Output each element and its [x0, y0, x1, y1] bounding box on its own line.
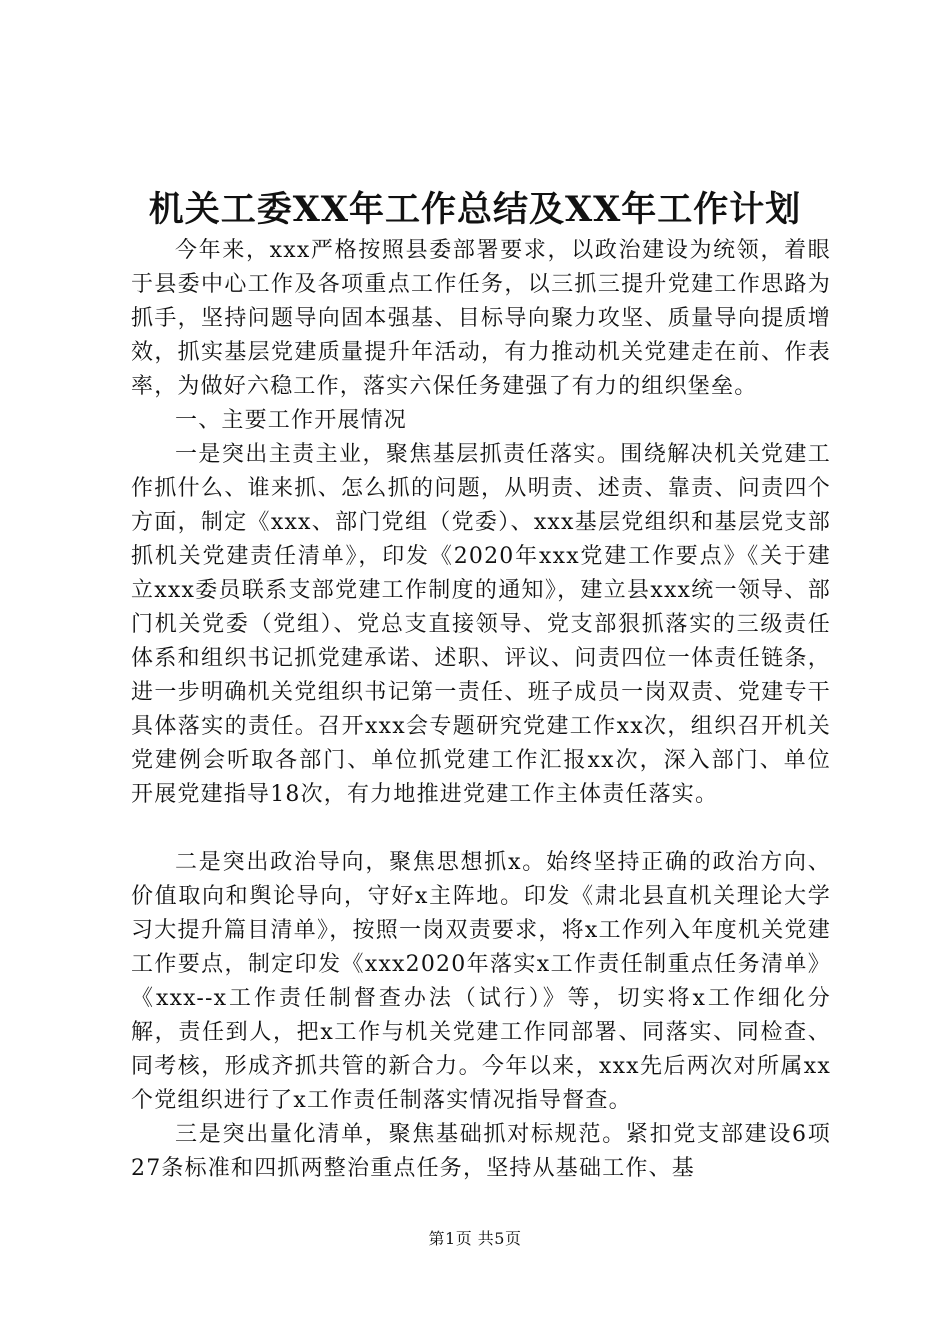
paragraph-responsibility: 一是突出主责主业，聚焦基层抓责任落实。围绕解决机关党建工作抓什么、谁来抓、怎么抓的问题，从明责、述责、靠责、问责四个方面，制定《xxx、部门党组（党委）、xxx基层党组织和基层党支部抓机关党建责任清单》，印发《2020年xxx党建工作要点》《关于建立xxx委员联系支部党建工作制度的通知》，建立县xxx统一领导、部门机关党委（党组）、党总支直接领导、党支部狠抓落实的三级责任体系和组织书记抓党建承诺、述职、评议、问责四位一体责任链条，进一步明确机关党组织书记第一责任、班子成员一岗双责、党建专干具体落实的责任。召开xxx会专题研究党建工作xx次，组织召开机关党建例会听取各部门、单位抓党建工作汇报xx次，深入部门、单位开展党建指导18次，有力地推进党建工作主体责任落实。: [131, 442, 831, 807]
paragraph-political: 二是突出政治导向，聚焦思想抓x。始终坚持正确的政治方向、价值取向和舆论导向，守好x主阵地。印发《肃北县直机关理论大学习大提升篇目清单》，按照一岗双责要求，将x工作列入年度机关党建工作要点，制定印发《xxx2020年落实x工作责任制重点任务清单》《xxx--x工作责任制督查办法（试行）》等，切实将x工作细化分解，责任到人，把x工作与机关党建工作同部署、同落实、同检查、同考核，形成齐抓共管的新合力。今年以来，xxx先后两次对所属xx个党组织进行了x工作责任制落实情况指导督查。: [131, 850, 831, 1113]
intro-paragraph: 今年来，xxx严格按照县委部署要求，以政治建设为统领，着眼于县委中心工作及各项重点工作任务，以三抓三提升党建工作思路为抓手，坚持问题导向固本强基、目标导向聚力攻坚、质量导向提质增效，抓实基层党建质量提升年活动，有力推动机关党建走在前、作表率，为做好六稳工作，落实六保任务建强了有力的组织堡垒。: [131, 238, 831, 399]
paragraph-quantified: 三是突出量化清单，聚焦基础抓对标规范。紧扣党支部建设6项27条标准和四抓两整治重点任务，坚持从基础工作、基: [131, 1122, 831, 1181]
page-number: 第1页 共5页: [428, 1229, 522, 1248]
paragraph-spacer: [131, 812, 831, 846]
document-body: [131, 234, 831, 1186]
document-title: 机关工委XX年工作总结及XX年工作计划: [148, 189, 802, 230]
section-heading: 一、主要工作开展情况: [175, 408, 408, 433]
